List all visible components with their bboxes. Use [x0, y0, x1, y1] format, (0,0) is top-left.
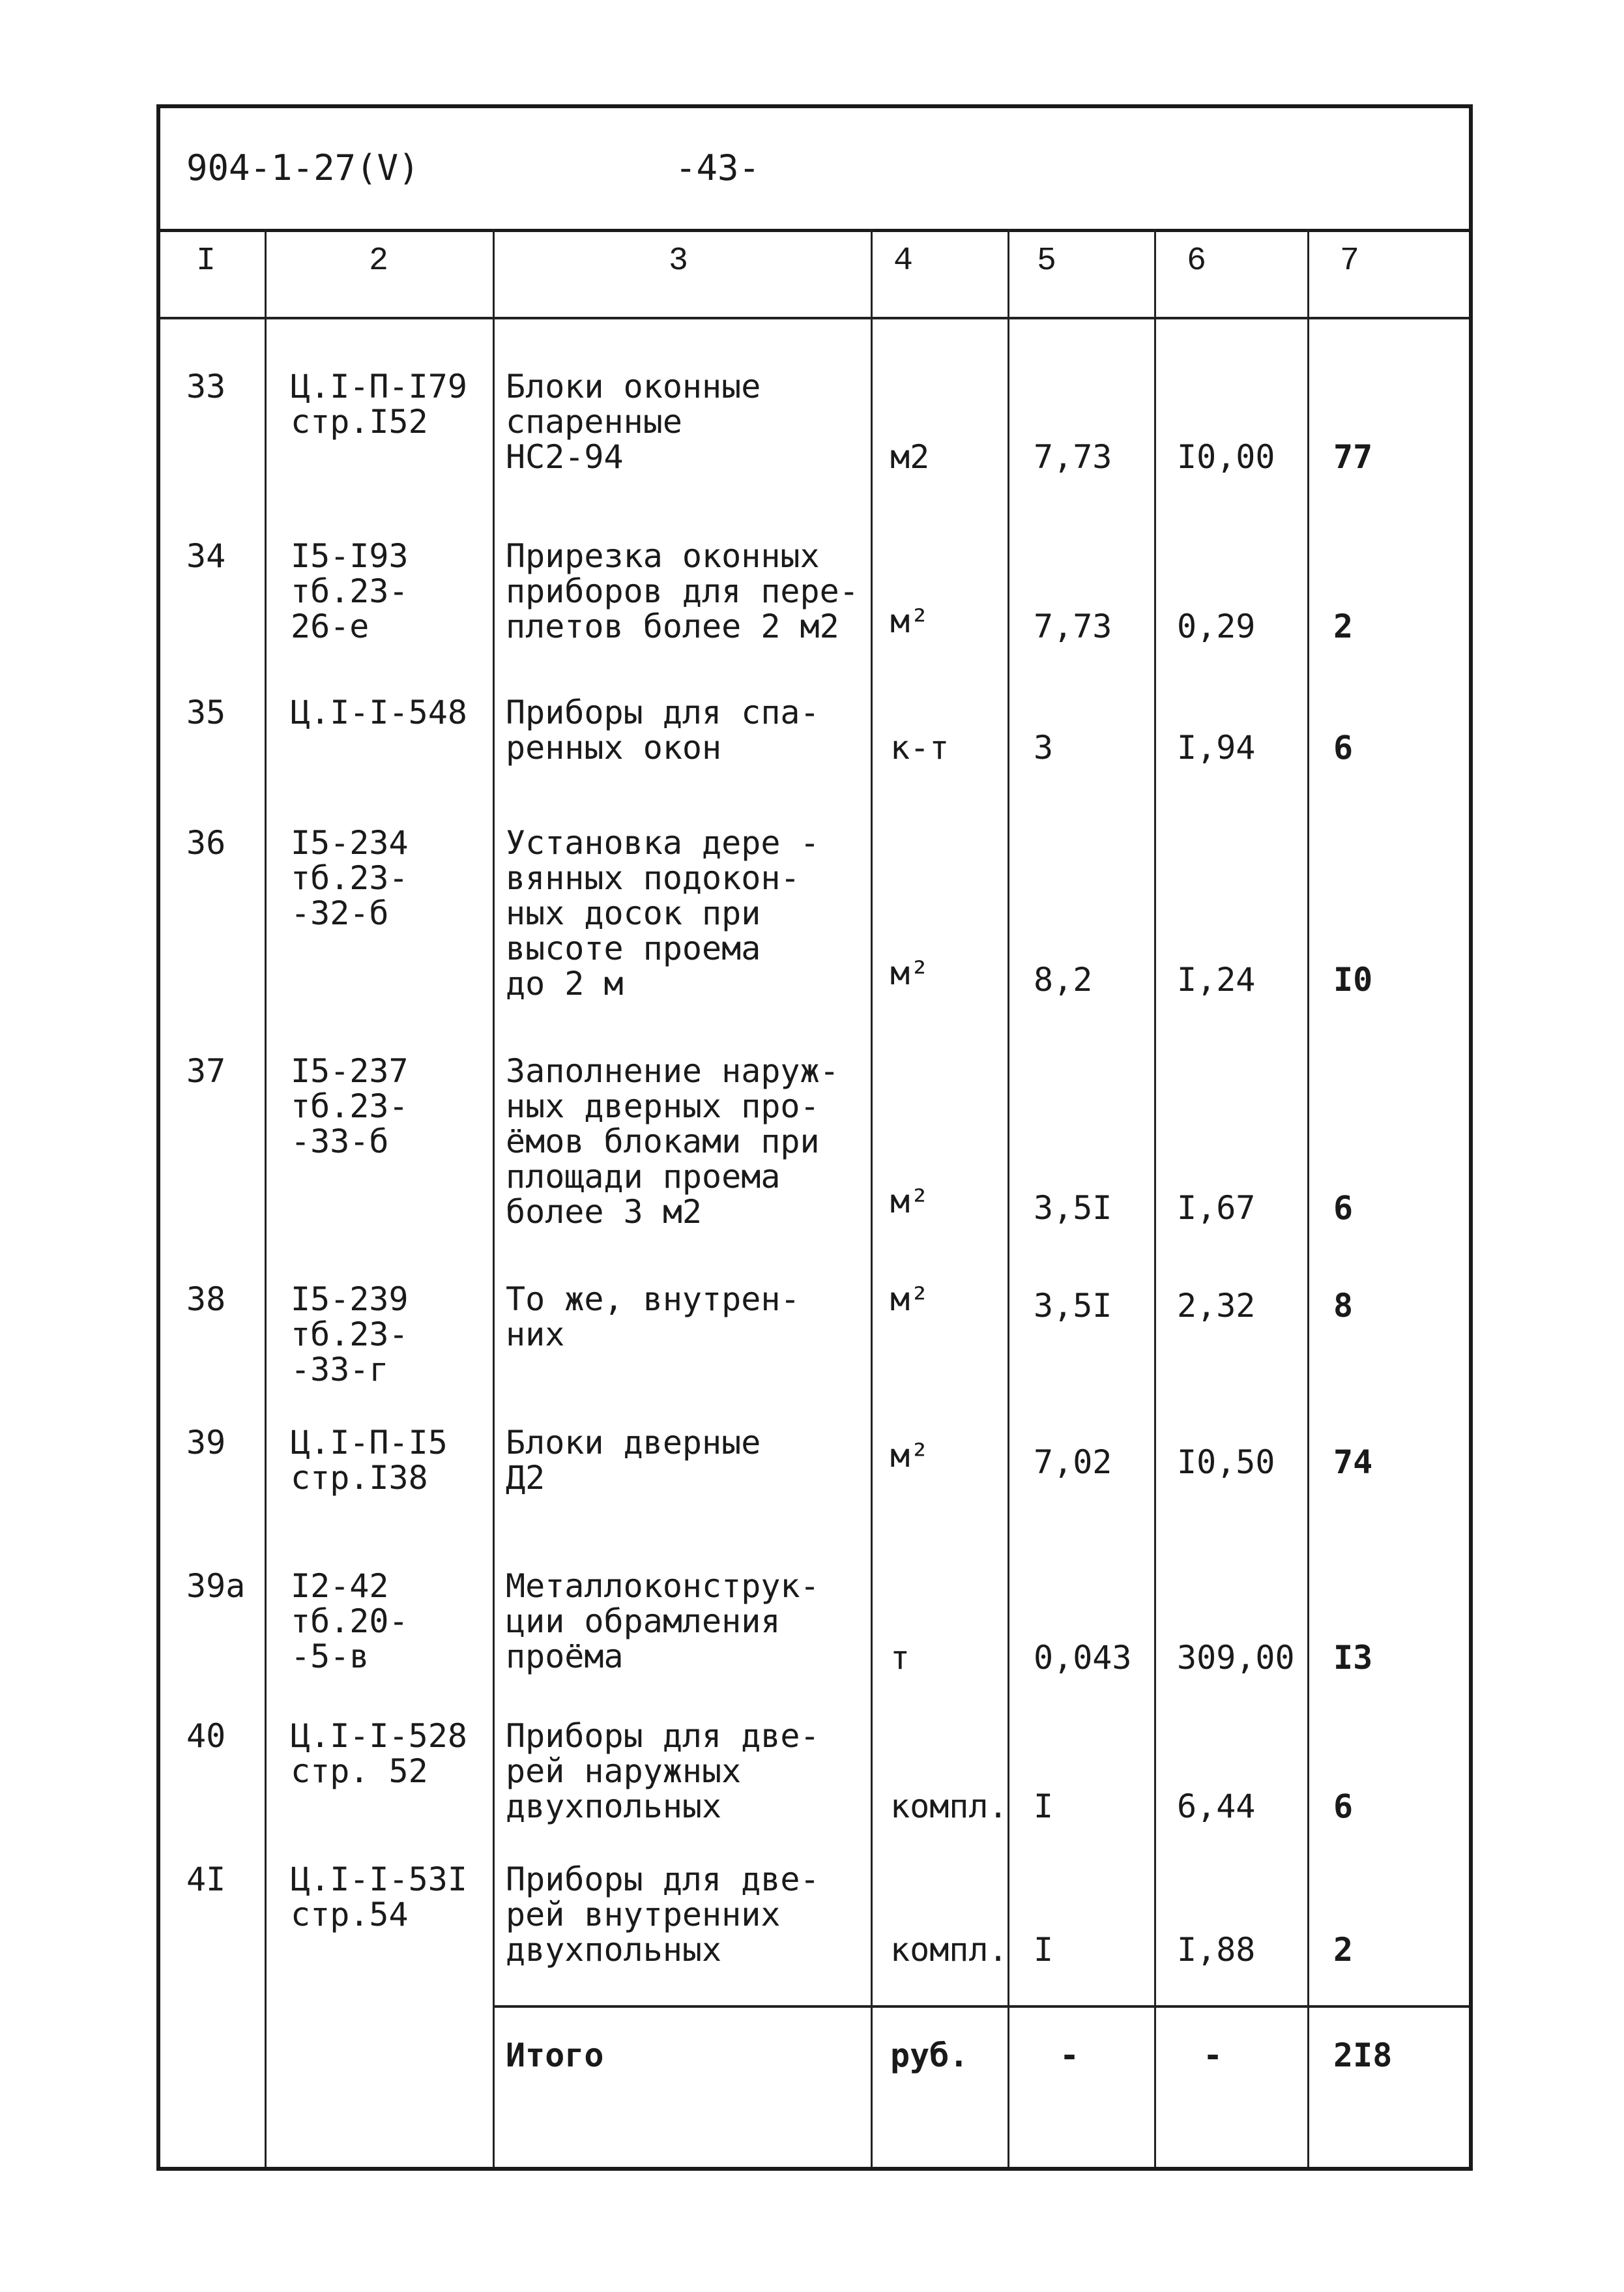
- row-sum: 8: [1333, 1287, 1354, 1325]
- unit: т: [890, 1639, 910, 1677]
- column-divider: [1008, 229, 1009, 2167]
- column-header-4: 4: [893, 242, 914, 280]
- row-sum: 2: [1333, 608, 1354, 645]
- work-name: Приборы для две- рей наружных двухпольных: [506, 1717, 820, 1825]
- norm-code: I5-234 тб.23- -32-б: [291, 824, 409, 932]
- header-strip: [160, 108, 1469, 232]
- norm-code: Ц.I-I-528 стр. 52: [291, 1717, 467, 1790]
- row-sum: 77: [1333, 438, 1373, 476]
- quantity: 3,5I: [1034, 1287, 1112, 1325]
- column-header-1: I: [196, 242, 216, 280]
- row-sum: I0: [1333, 961, 1373, 999]
- row-number: 33: [186, 368, 226, 405]
- work-name: Заполнение наруж- ных дверных про- ёмов блоками при площади проема более 3 м2: [506, 1052, 839, 1231]
- norm-code: I5-239 тб.23- -33-г: [291, 1280, 409, 1388]
- quantity: I: [1034, 1931, 1054, 1969]
- unit: к-т: [890, 729, 950, 767]
- unit: м2: [890, 438, 930, 476]
- work-name: Приборы для спа- ренных окон: [506, 694, 820, 767]
- quantity: 3: [1034, 729, 1054, 767]
- work-name: Металлоконструк- ции обрамления проёма: [506, 1567, 820, 1675]
- quantity: 8,2: [1034, 961, 1093, 999]
- total-unit: руб.: [890, 2036, 969, 2074]
- total-quantity: -: [1060, 2036, 1080, 2074]
- unit-price: I0,50: [1177, 1443, 1275, 1481]
- unit-price: 2,32: [1177, 1287, 1256, 1325]
- header-divider: [160, 317, 1469, 319]
- unit: м²: [890, 1280, 930, 1318]
- work-name: Установка дере - вянных подокон- ных досок при высоте проема до 2 м: [506, 824, 820, 1003]
- row-number: 39а: [186, 1567, 246, 1605]
- norm-code: I5-237 тб.23- -33-б: [291, 1052, 409, 1160]
- unit: компл.: [890, 1931, 1008, 1969]
- quantity: 0,043: [1034, 1639, 1132, 1677]
- column-divider: [1154, 229, 1156, 2167]
- unit: м²: [890, 1437, 930, 1475]
- page-number: -43-: [675, 147, 761, 188]
- row-number: 39: [186, 1424, 226, 1462]
- document-sheet: [156, 104, 1473, 2171]
- quantity: I: [1034, 1787, 1054, 1825]
- row-number: 37: [186, 1052, 226, 1090]
- row-sum: I3: [1333, 1639, 1373, 1677]
- row-number: 4I: [186, 1860, 226, 1898]
- norm-code: I2-42 тб.20- -5-в: [291, 1567, 409, 1675]
- column-header-3: 3: [669, 242, 689, 280]
- column-header-6: 6: [1187, 242, 1207, 280]
- work-name: Блоки оконные спаренные НС2-94: [506, 368, 761, 476]
- column-divider: [265, 229, 267, 2167]
- work-name: Приборы для две- рей внутренних двухпольных: [506, 1860, 820, 1969]
- quantity: 7,73: [1034, 438, 1112, 476]
- total-price: -: [1203, 2036, 1223, 2074]
- unit: м²: [890, 954, 930, 992]
- norm-code: Ц.I-I-548: [291, 694, 467, 731]
- unit-price: I,94: [1177, 729, 1256, 767]
- norm-code: Ц.I-П-I5 стр.I38: [291, 1424, 448, 1497]
- column-divider: [871, 229, 873, 2167]
- work-name: Блоки дверные Д2: [506, 1424, 761, 1497]
- row-sum: 2: [1333, 1931, 1354, 1969]
- norm-code: I5-I93 тб.23- 26-е: [291, 537, 409, 645]
- unit-price: 6,44: [1177, 1787, 1256, 1825]
- total-sum: 2I8: [1333, 2036, 1393, 2074]
- document-code: 904-1-27(V): [186, 147, 420, 188]
- column-header-7: 7: [1340, 242, 1360, 280]
- row-number: 36: [186, 824, 226, 862]
- quantity: 7,73: [1034, 608, 1112, 645]
- unit: м²: [890, 602, 930, 640]
- unit: м²: [890, 1183, 930, 1220]
- work-name: Прирезка оконных приборов для пере- плетов более 2 м2: [506, 537, 859, 645]
- total-label: Итого: [506, 2036, 604, 2074]
- quantity: 7,02: [1034, 1443, 1112, 1481]
- column-divider: [1307, 229, 1309, 2167]
- unit-price: 0,29: [1177, 608, 1256, 645]
- unit-price: I,88: [1177, 1931, 1256, 1969]
- column-header-5: 5: [1037, 242, 1057, 280]
- quantity: 3,5I: [1034, 1189, 1112, 1227]
- row-number: 40: [186, 1717, 226, 1755]
- norm-code: Ц.I-I-53I стр.54: [291, 1860, 467, 1933]
- unit-price: I,67: [1177, 1189, 1256, 1227]
- unit-price: I,24: [1177, 961, 1256, 999]
- work-name: То же, внутрен- них: [506, 1280, 800, 1353]
- row-sum: 6: [1333, 1189, 1354, 1227]
- unit-price: I0,00: [1177, 438, 1275, 476]
- unit-price: 309,00: [1177, 1639, 1295, 1677]
- row-sum: 6: [1333, 1787, 1354, 1825]
- row-number: 34: [186, 537, 226, 575]
- norm-code: Ц.I-П-I79 стр.I52: [291, 368, 467, 441]
- column-header-2: 2: [369, 242, 389, 280]
- column-divider: [493, 229, 495, 2167]
- row-number: 35: [186, 694, 226, 731]
- unit: компл.: [890, 1787, 1008, 1825]
- row-sum: 6: [1333, 729, 1354, 767]
- row-number: 38: [186, 1280, 226, 1318]
- total-divider: [493, 2005, 1469, 2008]
- row-sum: 74: [1333, 1443, 1373, 1481]
